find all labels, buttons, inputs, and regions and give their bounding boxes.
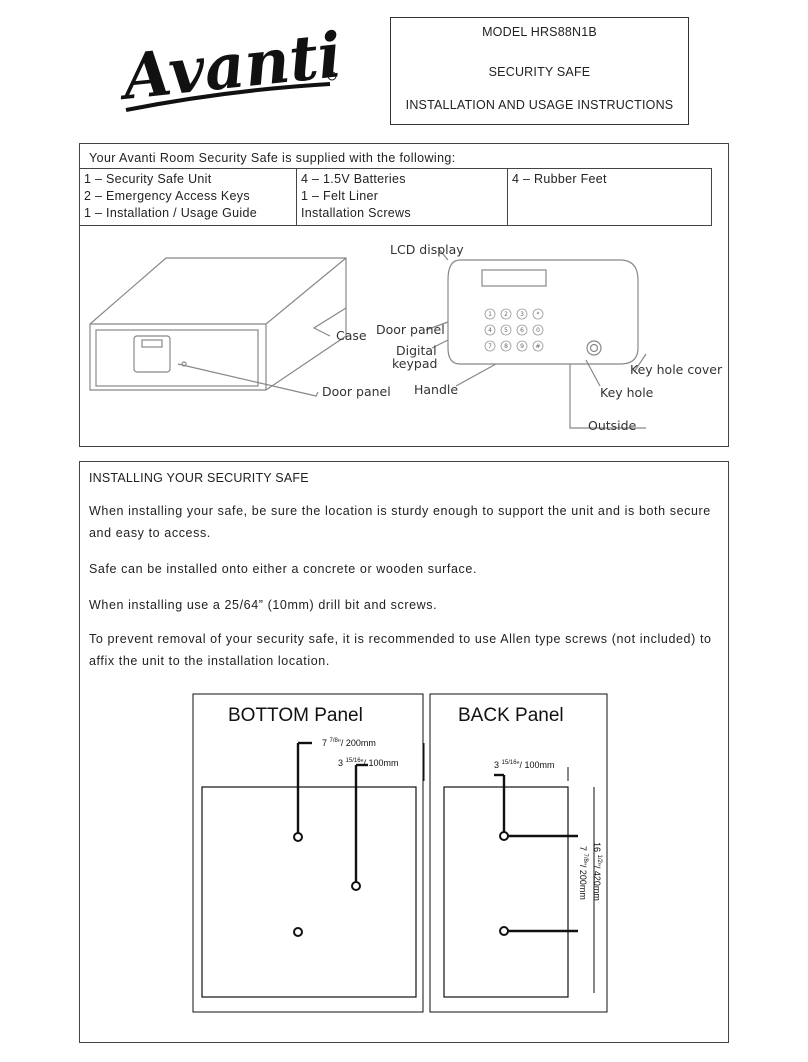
dim-whole: 3 <box>338 758 346 768</box>
back-vdim-420mm <box>592 842 602 901</box>
dim-whole: 7 <box>578 846 588 854</box>
contents-column <box>297 169 508 226</box>
key-hole-icon <box>587 341 601 355</box>
dim-fraction: 7/8 <box>582 853 588 862</box>
dim-fraction: 1/2 <box>596 854 602 863</box>
keypad-key: 1 <box>488 311 492 318</box>
document-title: INSTALLATION AND USAGE INSTRUCTIONS <box>405 98 674 112</box>
contents-column <box>80 169 297 226</box>
installation-paragraph: Safe can be installed onto either a concrete or wooden surface. <box>89 562 478 576</box>
keypad-key: * <box>536 311 540 318</box>
bottom-panel-title: BOTTOM Panel <box>228 705 363 726</box>
label-door-panel: Door panel <box>376 322 445 337</box>
list-item: 1 – Security Safe Unit <box>84 172 212 186</box>
list-item: 2 – Emergency Access Keys <box>84 189 250 203</box>
dim-rest: ”/ 200mm <box>578 861 588 900</box>
dim-fraction: 15/16 <box>501 760 517 766</box>
label-key-hole: Key hole <box>600 385 654 400</box>
screw-hole-icon <box>500 832 508 840</box>
label-lcd-display: LCD display <box>390 242 464 257</box>
dim-rest: ”/ 100mm <box>360 758 399 768</box>
contents-intro: Your Avanti Room Security Safe is supplied with the following: <box>89 151 456 165</box>
bottom-panel-frame <box>193 694 423 1012</box>
keypad-key: 3 <box>520 311 524 318</box>
model-box <box>390 17 689 125</box>
dim-fraction: 15/16 <box>345 758 361 764</box>
keypad-key: 7 <box>488 343 492 350</box>
list-item: 1 – Installation / Usage Guide <box>84 206 257 220</box>
keypad-key: 5 <box>504 327 508 334</box>
installation-paragraph: To prevent removal of your security safe, it is recommended to use Allen type screws (not included) to affix the unit to the installation location. <box>89 632 712 668</box>
dim-whole: 7 <box>322 738 330 748</box>
logo-wordmark: Avanti <box>119 18 346 114</box>
keypad-buttons <box>485 309 543 351</box>
label-key-hole-cover: Key hole cover <box>630 362 723 377</box>
label-outside: Outside <box>588 418 637 433</box>
keypad-key: 9 <box>520 343 524 350</box>
keypad-key: 6 <box>520 327 524 334</box>
bottom-dim-200mm <box>322 738 376 748</box>
screw-hole-icon <box>294 833 302 841</box>
safe-small-keypad <box>134 336 170 372</box>
dim-whole: 3 <box>494 760 502 770</box>
back-vdim-200mm <box>578 846 588 900</box>
safe-diagram <box>86 236 722 442</box>
lcd-display-icon <box>482 270 546 286</box>
model-number: MODEL HRS88N1B <box>482 25 597 39</box>
keypad-key: 2 <box>504 311 508 318</box>
keypad-key: # <box>535 343 541 350</box>
keypad-key: 0 <box>536 327 540 334</box>
list-item: 4 – Rubber Feet <box>512 172 607 186</box>
screw-hole-icon <box>500 927 508 935</box>
label-door-panel-bottom: Door panel <box>322 384 391 399</box>
list-item: Installation Screws <box>301 206 411 220</box>
panel-diagrams <box>192 693 608 1013</box>
dim-whole: 16 <box>592 842 602 855</box>
list-item: 4 – 1.5V Batteries <box>301 172 406 186</box>
screw-hole-icon <box>352 882 360 890</box>
installation-paragraph: When installing use a 25/64” (10mm) drill bit and screws. <box>89 598 438 612</box>
product-name: SECURITY SAFE <box>488 65 591 79</box>
back-dim-100mm <box>494 760 555 770</box>
label-keypad: keypad <box>392 356 438 371</box>
installation-paragraph: When installing your safe, be sure the location is sturdy enough to support the unit and is both secure and easy to access. <box>89 504 711 540</box>
installation-heading: INSTALLING YOUR SECURITY SAFE <box>89 471 309 485</box>
keypad-key: 4 <box>488 327 492 334</box>
bottom-dim-100mm <box>338 758 399 768</box>
safe-door-outline <box>96 330 258 386</box>
label-case: Case <box>336 328 367 343</box>
dim-rest: ”/ 200mm <box>337 738 376 748</box>
screw-hole-icon <box>294 928 302 936</box>
list-item: 1 – Felt Liner <box>301 189 379 203</box>
avanti-logo <box>118 18 348 118</box>
back-panel-outline <box>444 787 568 997</box>
dim-rest: ”/ 100mm <box>516 760 555 770</box>
contents-table <box>79 168 712 226</box>
dim-rest: ”/ 420mm <box>592 862 602 901</box>
contents-column <box>508 169 712 226</box>
back-panel-title: BACK Panel <box>458 705 564 726</box>
bottom-panel-outline <box>202 787 416 997</box>
label-handle: Handle <box>414 382 459 397</box>
keypad-key: 8 <box>504 343 508 350</box>
label-digital: Digital <box>396 343 437 358</box>
dim-fraction: 7/8 <box>329 738 338 744</box>
